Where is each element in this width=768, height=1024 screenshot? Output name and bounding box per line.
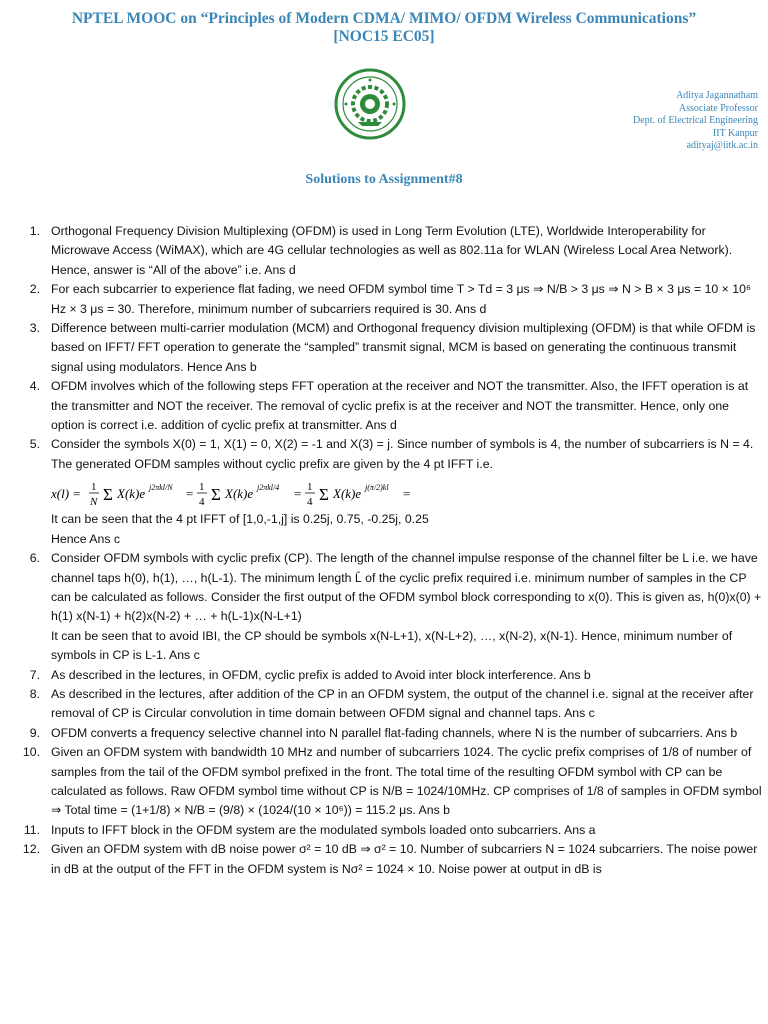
- author-block: [633, 90, 758, 153]
- answer-item-2: [14, 280, 762, 319]
- answer-text: Consider OFDM symbols with cyclic prefix (CP). The length of the channel impulse response of the channel filter be L i.e. we have channel taps h(0), h(1), …, h(L-1). The minimum length L̄ of the cyclic prefix required i.e. minimum number of samples in the CP can be calculated as follows. Consider the first output of the OFDM symbol block corresponding to x(0). This is given as, h(0)x(0) + h(1) x(N-1) + h(2)x(N-2) + … + h(L-1)x(N-L+1): [51, 551, 762, 624]
- answer-item-8: [14, 685, 762, 724]
- author-name: Aditya Jagannatham: [676, 90, 758, 101]
- answer-number: 7.: [29, 667, 40, 682]
- svg-text:X(k)e: X(k)e: [333, 486, 362, 502]
- answer-number: 2.: [29, 282, 40, 297]
- svg-text:=: =: [294, 486, 302, 502]
- answer-number: 3.: [29, 321, 40, 336]
- answer-item-9: [14, 724, 762, 743]
- answer-number: 9.: [29, 725, 40, 740]
- answer-text: As described in the lectures, in OFDM, cyclic prefix is added to Avoid inter block interference. Ans b: [51, 667, 591, 682]
- svg-text:j2πkl/N: j2πkl/N: [149, 483, 173, 493]
- author-email[interactable]: adityaj@iitk.ac.in: [686, 140, 758, 151]
- document-title: [0, 10, 768, 46]
- svg-text:X(k)e: X(k)e: [117, 486, 146, 502]
- ifft-formula: [51, 478, 762, 510]
- author-position: Associate Professor: [678, 102, 758, 114]
- answer-text: OFDM involves which of the following steps FFT operation at the receiver and NOT the transmitter. Also, the IFFT operation is at the transmitter and NOT the receiver. The removal of cyclic prefix is at the receiver and NOT the transmitter. Hence, only one option is correct i.e. addition of cyclic prefix at transmitter. Ans d: [51, 379, 749, 433]
- svg-text:X(k)e: X(k)e: [225, 486, 254, 502]
- answer-item-10: [14, 743, 762, 821]
- answer-text: Difference between multi-carrier modulation (MCM) and Orthogonal frequency division multiplexing (OFDM) is that while OFDM is based on IFFT/ FFT operation to generate the “sampled” transmit signal, MCM is based on generating the continuous transmit signal using modulators. Hence Ans b: [51, 321, 756, 374]
- title-line-1: NPTEL MOOC on “Principles of Modern CDMA/ MIMO/ OFDM Wireless Communications”: [71, 10, 697, 27]
- answer-number: 8.: [29, 686, 40, 701]
- answer-text: For each subcarrier to experience flat fading, we need OFDM symbol time T > Td = 3 μs ⇒ N/B > 3 μs ⇒ N > B × 3 μs = 10 × 10⁶ Hz × 3 μs = 30. Therefore, minimum number of subcarriers required is 30. Ans d: [51, 282, 752, 316]
- svg-text:1: 1: [307, 481, 313, 494]
- answer-item-11: [14, 821, 762, 840]
- svg-text:Σ: Σ: [103, 485, 113, 505]
- answer-item-7: [14, 666, 762, 685]
- answer-item-3: [14, 319, 762, 377]
- answer-number: 6.: [29, 551, 40, 566]
- author-department: Dept. of Electrical Engineering: [633, 115, 758, 126]
- answer-number: 10.: [22, 745, 40, 760]
- answer-number: 5.: [29, 437, 40, 452]
- answer-item-1: [14, 222, 762, 280]
- answer-text: Orthogonal Frequency Division Multiplexing (OFDM) is used in Long Term Evolution (LTE), Worldwide Interoperability for Microwave Access (WiMAX), which are 4G cellular technologies as well as 802.11a for WLAN (Wireless Local Area Network). Hence, answer is “All of the above” i.e. Ans d: [51, 224, 733, 277]
- answer-item-12: [14, 840, 762, 879]
- answer-text: It can be seen that to avoid IBI, the CP should be symbols x(N-L+1), x(N-L+2), …, x(N-2), x(N-1). Hence, minimum number of symbols in CP is L-1. Ans c: [51, 628, 733, 663]
- answer-item-5: [14, 435, 762, 549]
- answer-text: OFDM converts a frequency selective channel into N parallel flat-fading channels, where N is the number of subcarriers. Ans b: [51, 725, 738, 740]
- svg-text:=: =: [186, 486, 194, 502]
- svg-text:j2πkl/4: j2πkl/4: [257, 483, 280, 493]
- svg-text:Σ: Σ: [319, 485, 329, 505]
- answer-text: Consider the symbols X(0) = 1, X(1) = 0, X(2) = -1 and X(3) = j. Since number of symbols is 4, the number of subcarriers is N = 4. The generated OFDM samples without cyclic prefix are given by the 4 pt IFFT i.e.: [51, 437, 754, 471]
- answer-number: 11.: [23, 822, 40, 837]
- svg-text:j(π/2)kl: j(π/2)kl: [365, 483, 389, 493]
- answer-text: Given an OFDM system with dB noise power σ² = 10 dB ⇒ σ² = 10. Number of subcarriers N = 1024 subcarriers. The noise power in dB at the output of the FFT in the OFDM system is Nσ² = 1024 × 10. Noise power at output in dB is: [51, 842, 758, 876]
- answer-text: It can be seen that the 4 pt IFFT of [1,0,-1,j] is 0.25j, 0.75, -0.25j, 0.25: [51, 512, 429, 527]
- svg-text:=: =: [403, 486, 411, 502]
- answer-text: Given an OFDM system with bandwidth 10 MHz and number of subcarriers 1024. The cyclic prefix comprises of 1/8 of number of samples from the tail of the OFDM symbol prefixed in the front. The total time of the resulting OFDM symbol with CP can be calculated as follows. Raw OFDM symbol time without CP is N/B = 1024/10MHz. CP comprises of 1/8 of samples in OFDM symbol ⇒ Total time = (1+1/8) × N/B = (9/8) × (1024/(10 × 10⁶)) = 115.2 μs. Ans b: [51, 745, 762, 818]
- svg-text:x(l) =: x(l) =: [51, 486, 82, 502]
- svg-text:4: 4: [199, 496, 205, 509]
- iit-kanpur-logo-icon: [334, 68, 406, 140]
- svg-text:4: 4: [307, 496, 313, 509]
- answer-item-4: [14, 377, 762, 435]
- answer-text: Inputs to IFFT block in the OFDM system are the modulated symbols loaded onto subcarriers. Ans a: [51, 822, 596, 837]
- svg-text:Σ: Σ: [211, 485, 221, 505]
- answer-item-6: [14, 549, 762, 665]
- author-institute: IIT Kanpur: [712, 127, 758, 139]
- answer-number: 4.: [29, 379, 40, 394]
- svg-text:1: 1: [199, 481, 205, 494]
- assignment-title: Solutions to Assignment#8: [305, 172, 463, 187]
- answer-list: [14, 222, 762, 879]
- title-line-2: [NOC15 EC05]: [333, 28, 435, 45]
- answer-number: 12.: [22, 842, 40, 857]
- answer-number: 1.: [29, 224, 40, 238]
- svg-text:1: 1: [91, 481, 97, 494]
- svg-text:N: N: [90, 496, 98, 509]
- answer-text: As described in the lectures, after addition of the CP in an OFDM system, the output of the channel i.e. signal at the receiver after removal of CP is Circular convolution in time domain between OFDM signal and channel taps. Ans c: [51, 686, 754, 721]
- answer-text: Hence Ans c: [51, 531, 121, 546]
